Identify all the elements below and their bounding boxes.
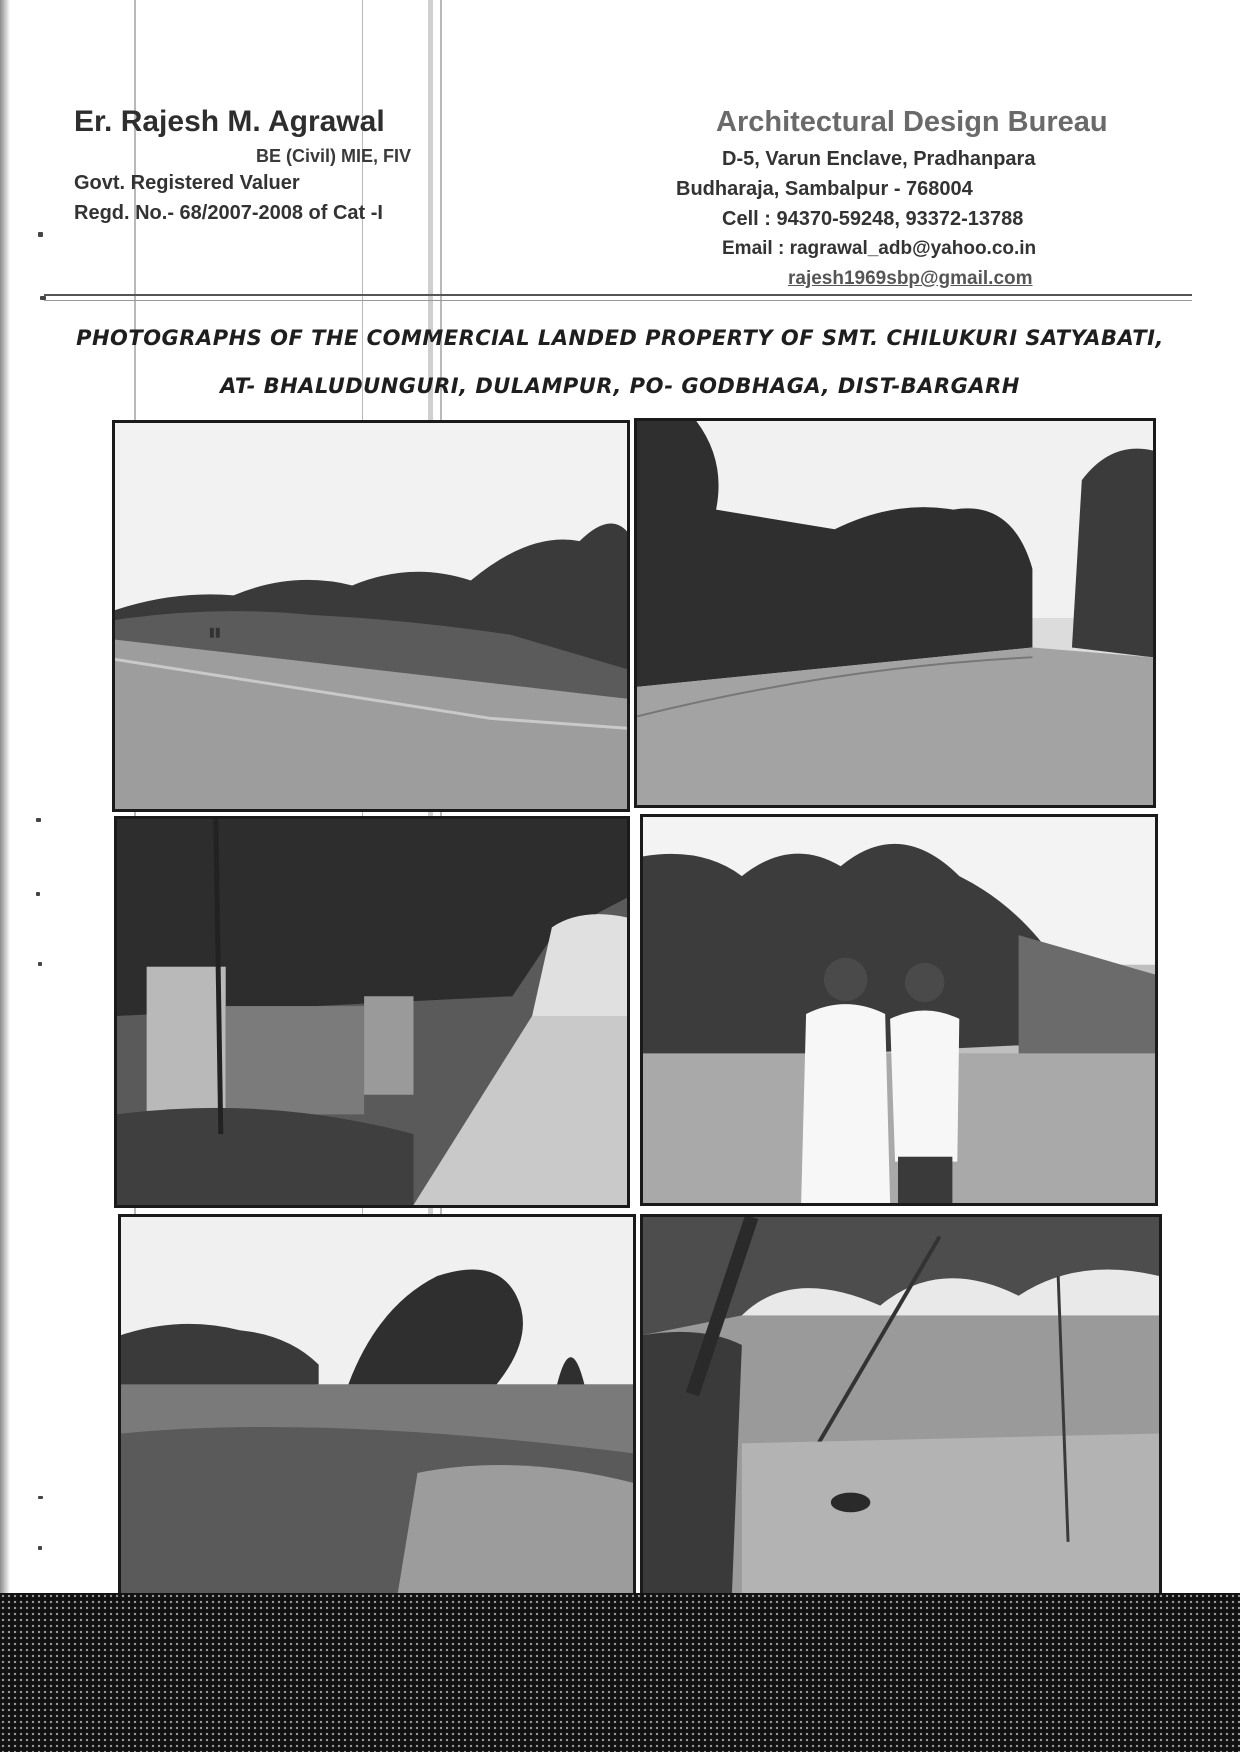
- firm-email: Email : ragrawal_adb@yahoo.co.in: [722, 238, 1037, 259]
- valuer-title: Govt. Registered Valuer: [74, 172, 300, 194]
- valuer-registration: Regd. No.- 68/2007-2008 of Cat -I: [74, 202, 383, 224]
- valuer-name: Er. Rajesh M. Agrawal: [74, 105, 385, 138]
- margin-mark: [38, 962, 42, 966]
- firm-cell: Cell : 94370-59248, 93372-13788: [722, 208, 1024, 230]
- header-divider: [44, 294, 1192, 301]
- scan-noise-band: [0, 1593, 1240, 1752]
- firm-address-line2: Budharaja, Sambalpur - 768004: [676, 178, 973, 200]
- valuer-qualifications: BE (Civil) MIE, FIV: [256, 146, 412, 166]
- firm-email-2-link[interactable]: rajesh1969sbp@gmail.com: [788, 268, 1033, 289]
- photo-open-vegetation: [118, 1214, 636, 1596]
- caption-line-1: PHOTOGRAPHS OF THE COMMERCIAL LANDED PROPERTY OF SMT. CHILUKURI SATYABATI,: [76, 326, 1164, 350]
- photo-two-men-standing: [640, 814, 1158, 1206]
- margin-mark: [38, 232, 43, 237]
- photo-lane-with-wall: [114, 816, 630, 1208]
- margin-mark: [38, 1496, 43, 1499]
- margin-mark: [38, 1546, 42, 1550]
- valuer-details: [74, 104, 411, 228]
- margin-mark: [36, 818, 41, 822]
- photo-road-junction-left: [112, 420, 630, 812]
- photo-trees-and-bushes: [640, 1214, 1162, 1596]
- caption-line-2: AT- BHALUDUNGURI, DULAMPUR, PO- GODBHAGA, DIST-BARGARH: [220, 374, 1020, 398]
- scan-edge: [0, 0, 10, 1600]
- firm-name: Architectural Design Bureau: [716, 106, 1108, 138]
- photo-road-junction-right: [634, 418, 1156, 808]
- firm-details: [676, 104, 1116, 294]
- firm-email-2: [788, 264, 1116, 294]
- margin-mark: [36, 892, 40, 896]
- firm-address-line1: D-5, Varun Enclave, Pradhanpara: [722, 148, 1036, 170]
